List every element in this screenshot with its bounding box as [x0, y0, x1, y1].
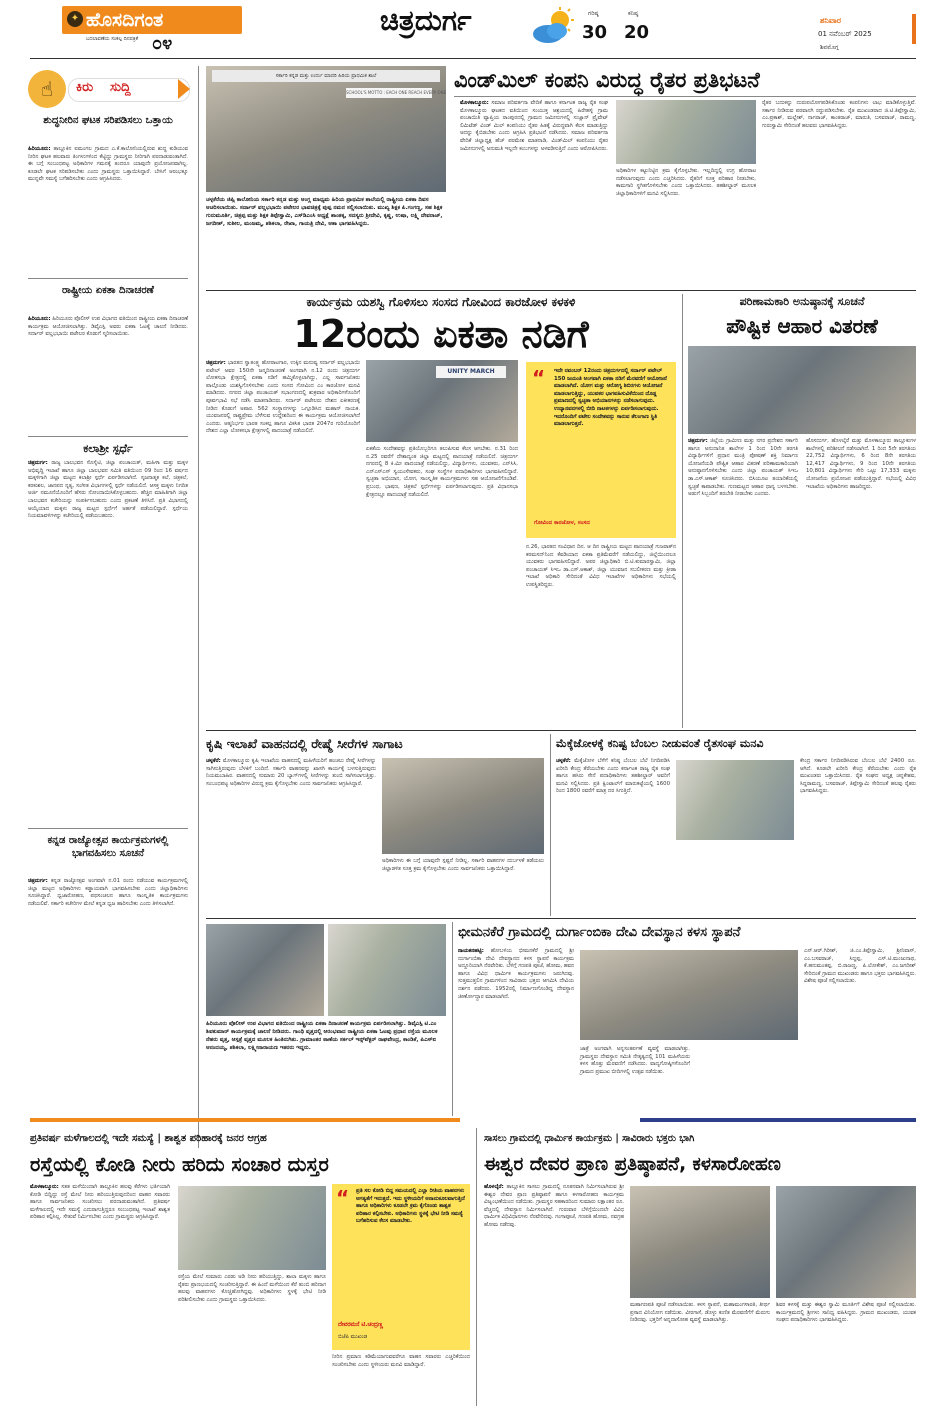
silk-col-1: ಚಳ್ಳಕೆರೆ: ಮೊಳಕಾಲ್ಮೂರು ಕೃಷಿ ಇಲಾಖೆಯ ವಾಹನದಲ್ಲಿ ಮಹಿಳೆಯರಿಗೆ ಹಂಚಲು ರೇಷ್ಮೆ ಸೀರೆಗಳನ್ನು ಸಾಗಿಸುತ್ತಿರುವುದು ಬೆಳಕಿಗೆ ಬಂದಿದೆ. ಸರ್ಕಾರಿ ವಾಹನವನ್ನು ಖಾಸಗಿ ಕಾರ್ಯಕ್ಕೆ ಬಳಸುತ್ತಿರುವುದು ನಿಯಮಬಾಹಿರ. ವಾಹನದಲ್ಲಿ ಸುಮಾರು 20 ಬ್ಯಾಗ್‌ಗಳಲ್ಲಿ ಸೀರೆಗಳನ್ನು ತುಂಬಿ ಸಾಗಿಸಲಾಗುತ್ತಿತ್ತು. ಸಂಬಂಧಪಟ್ಟ ಅಧಿಕಾರಿಗಳ ವಿರುದ್ಧ ಕ್ರಮ ಕೈಗೊಳ್ಳಬೇಕು ಎಂದು ಸಾರ್ವಜನಿಕರು ಆಗ್ರಹಿಸಿದ್ದಾರೆ.	[206, 758, 377, 787]
windmill-photo	[616, 100, 756, 164]
issue-day: ಶನಿವಾರ	[820, 16, 842, 25]
eshwara-col-3: ಶಿವರ ಕಳಸಕ್ಕೆ ಮತ್ತು ಈಶ್ವರ ಸ್ವಾಮಿ ಮೂರ್ತಿಗೆ ವಿಶೇಷ ಪೂಜೆ ಸಲ್ಲಿಸಲಾಯಿತು. ಕಾರ್ಯಕ್ರಮದಲ್ಲಿ ಶ್ರೀಗಳು ಸಾನಿಧ್ಯ ವಹಿಸಿದ್ದರು. ಗ್ರಾಮದ ಮುಖಂಡರು, ಯುವಕ ಸಂಘದ ಪದಾಧಿಕಾರಿಗಳು ಭಾಗವಹಿಸಿದ್ದರು.	[776, 1302, 916, 1324]
unity-photo	[366, 360, 518, 442]
nutrition-photo	[688, 346, 916, 434]
brief-3-dateline: ಚಿತ್ರದುರ್ಗ:	[28, 460, 48, 466]
brief-2-dateline: ಹಿರಿಯೂರು:	[28, 316, 51, 322]
brief-1-headline: ಶುದ್ಧನೀರಿನ ಘಟಕ ಸರಿಪಡಿಸಲು ಒತ್ತಾಯ	[43, 115, 173, 126]
brief-label	[28, 68, 188, 110]
windmill-dateline: ಮೊಳಕಾಲ್ಮೂರು:	[460, 100, 489, 106]
temple-dateline: ನಾಯಕನಹಟ್ಟಿ:	[458, 948, 484, 954]
paper-logo-block	[62, 6, 242, 34]
nutrition-dateline: ಚಿತ್ರದುರ್ಗ:	[688, 438, 708, 444]
road-photo	[178, 1186, 326, 1270]
masthead-rule	[30, 58, 916, 59]
police-photo-2	[328, 924, 446, 1016]
page-number: ೦೪	[152, 33, 173, 54]
brief-3-headline: ಕಲಾಶ್ರೀ ಸ್ಪರ್ಧೆ	[83, 442, 133, 455]
hand-icon: ☝	[28, 70, 66, 108]
road-quote: ಪ್ರತಿ ಸಲ ಕೋಡಿ ಬಿದ್ದ ಸಮಯದಲ್ಲಿ ಎಲ್ಲಾ ರೀತಿಯ ವಾಹನಗಳು ಅಗತ್ಯತೆಗೆ ಇರುತ್ತದೆ. ಇದು ಸ್ಥಳೀಯರಿಗೆ ಅನಾನುಕೂಲವಾಗುತ್ತಿದೆ ಹಾಗೂ ಅಧಿಕಾರಿಗಳು ಕೂಡಲೇ ಕ್ರಮ ಕೈಗೊಂಡು ಶಾಶ್ವತ ಪರಿಹಾರ ಕಲ್ಪಿಸಬೇಕು. ಅಧಿಕಾರಿಗಳು ಸ್ಥಳಕ್ಕೆ ಭೇಟಿ ನೀಡಿ ಸಮಸ್ಯೆ ಬಗೆಹರಿಸುವ ಕೆಲಸ ಮಾಡಬೇಕು.	[356, 1188, 465, 1225]
edition-name: ಶಿವಮೊಗ್ಗ	[820, 44, 839, 51]
silk-headline: ಕೃಷಿ ಇಲಾಖೆ ವಾಹನದಲ್ಲಿ ರೇಷ್ಮೆ ಸೀರೆಗಳ ಸಾಗಾಟ	[206, 736, 403, 751]
windmill-headline: ವಿಂಡ್‌ಮಿಲ್ ಕಂಪನಿ ವಿರುದ್ಧ ರೈತರ ಪ್ರತಿಭಟನೆ	[454, 68, 760, 92]
unity-banner: UNITY MARCH	[436, 366, 506, 378]
brief-label-1: ಕಿರು	[76, 80, 94, 95]
min-temp: 20	[624, 22, 650, 43]
school-photo	[206, 66, 446, 192]
brief-3-text: ರಾಜ್ಯ ಬಾಲಭವನ ಸೊಸೈಟಿ, ಜಿಲ್ಲಾ ಪಂಚಾಯತ್, ಮಹಿಳಾ ಮತ್ತು ಮಕ್ಕಳ ಅಭಿವೃದ್ಧಿ ಇಲಾಖೆ ಹಾಗೂ ಜಿಲ್ಲಾ ಬಾಲಭವನ ಸಮಿತಿ ವತಿಯಿಂದ 09 ರಿಂದ 16 ವರ್ಷದ ಮಕ್ಕಳಿಗಾಗಿ ಜಿಲ್ಲಾ ಮಟ್ಟದ ಕಲಾಶ್ರೀ ಸ್ಪರ್ಧೆ ಏರ್ಪಡಿಸಲಾಗಿದೆ. ಸೃಜನಾತ್ಮಕ ಕಲೆ, ಚಿತ್ರಕಲೆ, ಕರಕುಶಲ, ಜಾನಪದ ನೃತ್ಯ, ಸಂಗೀತ ವಿಭಾಗಗಳಲ್ಲಿ ಸ್ಪರ್ಧೆ ನಡೆಯಲಿದೆ. ಆಸಕ್ತ ಮಕ್ಕಳು ನಿಗದಿತ ಅರ್ಜಿ ನಮೂನೆಯೊಂದಿಗೆ ಹೆಸರು ನೋಂದಾಯಿಸಿಕೊಳ್ಳಬಹುದು. ಹೆಚ್ಚಿನ ಮಾಹಿತಿಗಾಗಿ ಜಿಲ್ಲಾ ಬಾಲಭವನ ಕಚೇರಿಯನ್ನು ಸಂಪರ್ಕಿಸಬಹುದು ಎಂದು ಪ್ರಕಟಣೆ ತಿಳಿಸಿದೆ. ಪ್ರತಿ ವಿಭಾಗದಲ್ಲಿ ಆಯ್ಕೆಯಾದ ಮಕ್ಕಳು ರಾಜ್ಯ ಮಟ್ಟದ ಸ್ಪರ್ಧೆಗೆ ಅರ್ಹತೆ ಪಡೆಯಲಿದ್ದಾರೆ. ಸ್ಪರ್ಧೆಯ ನಿಯಮಾವಳಿಗಳನ್ನು ಕಚೇರಿಯಲ್ಲಿ ಪಡೆಯಬಹುದು.	[28, 460, 188, 520]
temple-col-2: ಜಾತ್ರೆ ಅಂಗವಾಗಿ ಅನ್ನಸಂತರ್ಪಣೆ ವ್ಯವಸ್ಥೆ ಮಾಡಲಾಗಿತ್ತು. ಗ್ರಾಮಸ್ಥರು ದೇವಸ್ಥಾನ ಸಮಿತಿ ನೇತೃತ್ವದಲ್ಲಿ 101 ಮಹಿಳೆಯರು ಕಳಸ ಹೊತ್ತು ಮೆರವಣಿಗೆ ನಡೆಸಿದರು. ವಾದ್ಯಗೋಷ್ಠಿಗಳೊಂದಿಗೆ ಗ್ರಾಮದ ಪ್ರಮುಖ ಬೀದಿಗಳಲ್ಲಿ ಉತ್ಸವ ನಡೆಯಿತು.	[580, 1046, 690, 1075]
brief-2-body	[28, 316, 188, 432]
brief-4-dateline: ಚಿತ್ರದುರ್ಗ:	[28, 878, 48, 884]
brief-4-headline: ಕನ್ನಡ ರಾಜ್ಯೋತ್ಸವ ಕಾರ್ಯಕ್ರಮಗಳಲ್ಲಿ ಭಾಗವಹಿಸಲು ಸೂಚನೆ	[47, 835, 169, 859]
section-divider-blue	[640, 1118, 916, 1122]
school-banner: ಸರ್ಕಾರಿ ಕನ್ನಡ ಮತ್ತು ಉರ್ದು ಮಾದರಿ ಹಿರಿಯ ಪ್ರಾಥಮಿಕ ಶಾಲೆ	[212, 70, 440, 82]
min-temp-label: ಕನಿಷ್ಠ	[628, 10, 639, 17]
silk-dateline: ಚಳ್ಳಕೆರೆ:	[206, 758, 221, 764]
paper-tagline: ಬದಲಾವಣೆಯ ಸಂಕಲ್ಪ ದಿನಪತ್ರಿಕೆ	[86, 36, 139, 42]
max-temp-label: ಗರಿಷ್ಠ	[588, 10, 599, 17]
masthead	[0, 0, 945, 62]
unity-kicker: ಕಾರ್ಯಕ್ರಮ ಯಶಸ್ವಿ ಗೊಳಿಸಲು ಸಂಸದ ಗೋವಿಂದ ಕಾರಜೋಳ ಕಳಕಳಿ	[306, 295, 576, 309]
brief-1-dateline: ಹಿರಿಯೂರು:	[28, 146, 51, 152]
unity-headline: 12ರಂದು ಏಕತಾ ನಡಿಗೆ	[293, 312, 589, 356]
eshwara-kicker: ಸಾಸಲು ಗ್ರಾಮದಲ್ಲಿ ಧಾರ್ಮಿಕ ಕಾರ್ಯಕ್ರಮ | ಸಾವಿರಾರು ಭಕ್ತರು ಭಾಗಿ	[484, 1133, 695, 1144]
eshwara-idol-photo	[776, 1186, 916, 1298]
windmill-col-3: ರೈತರ ಬದುಕನ್ನು ದುರುಪಯೋಗಪಡಿಸಿಕೊಂಡು ಕಂಪನಿಗಳು ಲಾಭ ಮಾಡಿಕೊಳ್ಳುತ್ತಿವೆ. ಸರ್ಕಾರ ನೀಡಿರುವ ಪರವಾನಗಿ ರದ್ದುಪಡಿಸಬೇಕು. ರೈತ ಮುಖಂಡರಾದ ಜಿ.ಟಿ.ತಿಪ್ಪೇಸ್ವಾಮಿ, ಎಂ.ಪ್ರಕಾಶ್, ಮಲ್ಲೇಶ್, ನಾಗರಾಜ್, ಕಾಂತರಾಜ್, ಮಾರುತಿ, ಬಸವರಾಜ್, ರಾಮಣ್ಣ, ಗುರುಸ್ವಾಮಿ ಸೇರಿದಂತೆ ಹಲವರು ಭಾಗವಹಿಸಿದ್ದರು.	[762, 100, 916, 129]
school-sign: SCHOOL'S MOTTO : EACH ONE REACH EVERY ONE	[346, 88, 432, 98]
brief-1-body	[28, 146, 188, 274]
sidebar	[28, 66, 194, 1148]
max-temp: 30	[582, 22, 608, 43]
unity-col-1: ಚಿತ್ರದುರ್ಗ: ಭಾರತದ ಸ್ವಾತಂತ್ರ್ಯ ಹೋರಾಟಗಾರ, ಉಕ್ಕಿನ ಮನುಷ್ಯ ಸರ್ದಾರ್ ವಲ್ಲಭಭಾಯಿ ಪಟೇಲ್ ಅವರ 150ನೇ ಜನ್ಮದಿನಾಚರಣೆ ಅಂಗವಾಗಿ ನ.12 ರಂದು ಚಿತ್ರದುರ್ಗ ಲೋಕಸಭಾ ಕ್ಷೇತ್ರದಲ್ಲಿ ಏಕತಾ ನಡಿಗೆ ಹಮ್ಮಿಕೊಳ್ಳಲಾಗಿದ್ದು, ಎಲ್ಲ ಸಾರ್ವಜನಿಕರು ಪಾಲ್ಗೊಂಡು ಯಶಸ್ವಿಗೊಳಿಸಬೇಕು ಎಂದು ಸಂಸದ ಗೋವಿಂದ ಎಂ ಕಾರಜೋಳ ಮನವಿ ಮಾಡಿದರು. ನಗರದ ಜಿಲ್ಲಾ ಪಂಚಾಯತ್ ಸಭಾಂಗಣದಲ್ಲಿ ಶುಕ್ರವಾರ ಅಧಿಕಾರಿಗಳೊಂದಿಗೆ ಪೂರ್ವಭಾವಿ ಸಭೆ ನಡೆಸಿ ಮಾತನಾಡಿದರು. ಸರ್ದಾರ್ ಪಟೇಲರು ದೇಶದ ಏಕೀಕರಣಕ್ಕೆ ನೀಡಿದ ಕೊಡುಗೆ ಅಪಾರ. 562 ಸಂಸ್ಥಾನಗಳನ್ನು ಒಗ್ಗೂಡಿಸಿದ ಮಹಾನ್ ನಾಯಕ. ಯುವಜನರಲ್ಲಿ ರಾಷ್ಟ್ರಪ್ರೇಮ ಬೆಳೆಸುವ ಉದ್ದೇಶದಿಂದ ಈ ಕಾರ್ಯಕ್ರಮ ಆಯೋಜಿಸಲಾಗಿದೆ ಎಂದರು. ಆತ್ಮನಿರ್ಭರ ಭಾರತ ಸಂಕಲ್ಪ ಹಾಗೂ ವಿಕಸಿತ ಭಾರತ 2047ರ ಗುರಿಯೊಂದಿಗೆ ದೇಶದ ಎಲ್ಲಾ ಲೋಕಸಭಾ ಕ್ಷೇತ್ರಗಳಲ್ಲಿ ಪಾದಯಾತ್ರೆ ನಡೆಯಲಿದೆ.	[206, 360, 361, 435]
school-photo-caption: ಚಳ್ಳಕೆರೆಯ ಜಿಪ್ಸಿ ಕಾಲೋನಿಯ ಸರ್ಕಾರಿ ಕನ್ನಡ ಮತ್ತು ಆಂಗ್ಲ ಮಾಧ್ಯಮ ಹಿರಿಯ ಪ್ರಾಥಮಿಕ ಶಾಲೆಯಲ್ಲಿ ರಾಷ್ಟ್ರೀಯ ಏಕತಾ ದಿವಸ ಆಚರಿಸಲಾಯಿತು. ಸರ್ದಾರ್ ವಲ್ಲಭಭಾಯಿ ಪಟೇಲರ ಭಾವಚಿತ್ರಕ್ಕೆ ಪುಷ್ಪ ನಮನ ಸಲ್ಲಿಸಲಾಯಿತು. ಮುಖ್ಯ ಶಿಕ್ಷಕ ಪಿ.ಗಂಗಣ್ಣ, ಸಹ ಶಿಕ್ಷಕ ಗುರುಮೂರ್ತಿ, ಚಿತ್ರಪ್ಪ ಮತ್ತು ಶಿಕ್ಷಕ ತಿಪ್ಪೇಸ್ವಾಮಿ, ಎಸ್‌ಡಿಎಂಸಿ ಅಧ್ಯಕ್ಷೆ ಶಾಂತಕ್ಕ, ಸದಸ್ಯರು ಶ್ರೀದೇವಿ, ಕೃಷ್ಣ, ಉಷಾ, ಲಕ್ಷ್ಮಿ ದೇವರಾಜ್, ಜಗದೀಶ್, ಸುಶೀಲ, ಮಂಜಮ್ಮ, ಶಶಿಕಲಾ, ರೇಖಾ, ಗಾಯತ್ರಿ ದೇವಿ, ಆಶಾ ಭಾಗವಹಿಸಿದ್ದರು.	[206, 197, 443, 227]
unity-col-2: ಏಕತೆಯ ಸಂದೇಶವನ್ನು ಪ್ರತಿಯೊಬ್ಬರಿಗೂ ತಲುಪಿಸುವ ಕೆಲಸ ಆಗಬೇಕು. ನ.31 ರಿಂದ ನ.25 ರವರೆಗೆ ದೇಶಾದ್ಯಂತ ಜಿಲ್ಲಾ ಮಟ್ಟದಲ್ಲಿ ಪಾದಯಾತ್ರೆ ನಡೆಯಲಿದೆ. ಚಿತ್ರದುರ್ಗ ನಗರದಲ್ಲಿ 8 ಕಿ.ಮೀ ಪಾದಯಾತ್ರೆ ನಡೆಯಲಿದ್ದು, ವಿದ್ಯಾರ್ಥಿಗಳು, ಯುವಕರು, ಎನ್‌ಸಿಸಿ, ಎನ್‌ಎಸ್‌ಎಸ್ ಸ್ವಯಂಸೇವಕರು, ಸಂಘ ಸಂಸ್ಥೆಗಳ ಪದಾಧಿಕಾರಿಗಳು ಭಾಗವಹಿಸಲಿದ್ದಾರೆ. ಸ್ವಚ್ಛತಾ ಅಭಿಯಾನ, ಯೋಗ, ಸಾಂಸ್ಕೃತಿಕ ಕಾರ್ಯಕ್ರಮಗಳು ಸಹ ಆಯೋಜನೆಗೊಂಡಿವೆ. ಪ್ರಬಂಧ, ಭಾಷಣ, ಚಿತ್ರಕಲೆ ಸ್ಪರ್ಧೆಗಳನ್ನು ಏರ್ಪಡಿಸಲಾಗುವುದು. ಪ್ರತಿ ವಿಧಾನಸಭಾ ಕ್ಷೇತ್ರದಲ್ಲೂ ಪಾದಯಾತ್ರೆ ನಡೆಯಲಿದೆ.	[366, 446, 518, 498]
maize-headline: ಮೆಕ್ಕೆಜೋಳಕ್ಕೆ ಕನಿಷ್ಟ ಬೆಂಬಲ ನೀಡುವಂತೆ ರೈತಸಂಘ ಮನವಿ	[556, 737, 764, 750]
temple-col-3: ಎನ್.ಆರ್.ಗಿರೀಶ್, ಜಿ.ಎಂ.ತಿಪ್ಪೇಸ್ವಾಮಿ, ಶ್ರೀನಿವಾಸ್, ಎಂ.ಬಸವರಾಜ್, ಸಿದ್ದಪ್ಪ, ಎಸ್.ಟಿ.ಮಂಜುನಾಥ, ಕೆ.ಹನುಮಂತಪ್ಪ, ಬಿ.ರಾಜಣ್ಣ, ಪಿ.ಲೋಕೇಶ್, ಎಂ.ಜಗದೀಶ್ ಸೇರಿದಂತೆ ಗ್ರಾಮದ ಮುಖಂಡರು ಹಾಗೂ ಭಕ್ತರು ಭಾಗವಹಿಸಿದ್ದರು. ವಿಶೇಷ ಪೂಜೆ ಸಲ್ಲಿಸಲಾಯಿತು.	[804, 948, 916, 985]
unity-quote-author: ಗೋವಿಂದ ಕಾರಜೋಳ, ಸಂಸದ	[534, 520, 590, 526]
unity-quote-box	[526, 362, 676, 538]
road-kicker: ಪ್ರತಿವರ್ಷ ಮಳೆಗಾಲದಲ್ಲಿ ಇದೇ ಸಮಸ್ಯೆ | ಶಾಶ್ವತ ಪರಿಹಾರಕ್ಕೆ ಜನರ ಆಗ್ರಹ	[30, 1133, 267, 1144]
silk-col-2: ಅಧಿಕಾರಿಗಳು ಈ ಬಗ್ಗೆ ಯಾವುದೇ ಸ್ಪಷ್ಟನೆ ನೀಡಿಲ್ಲ. ಸರ್ಕಾರಿ ವಾಹನಗಳ ದುರ್ಬಳಕೆ ತಡೆಯಲು ಜಿಲ್ಲಾಡಳಿತ ಸೂಕ್ತ ಕ್ರಮ ಕೈಗೊಳ್ಳಬೇಕು ಎಂದು ಸಾರ್ವಜನಿಕರು ಒತ್ತಾಯಿಸಿದ್ದಾರೆ.	[382, 858, 544, 872]
eshwara-dateline: ಹೊಳಲ್ಕೆರೆ:	[484, 1184, 504, 1190]
brief-1-text: ತಾಲ್ಲೂಕಿನ ಐಮಂಗಲ ಗ್ರಾಮದ ಎ.ಕೆ.ಕಾಲೋನಿಯಲ್ಲಿರುವ ಶುದ್ಧ ಕುಡಿಯುವ ನೀರಿನ ಘಟಕ ಹಲವಾರು ತಿಂಗಳುಗಳಿಂದ ಕೆಟ್ಟಿದ್ದು ಗ್ರಾಮಸ್ಥರು ನೀರಿಗಾಗಿ ಪರದಾಡುವಂತಾಗಿದೆ. ಈ ಬಗ್ಗೆ ಸಂಬಂಧಪಟ್ಟ ಅಧಿಕಾರಿಗಳ ಗಮನಕ್ಕೆ ತಂದರೂ ಯಾವುದೇ ಪ್ರಯೋಜನವಾಗಿಲ್ಲ. ಕೂಡಲೇ ಘಟಕ ಸರಿಪಡಿಸಬೇಕು ಎಂದು ಗ್ರಾಮಸ್ಥರು ಒತ್ತಾಯಿಸಿದ್ದಾರೆ. ಬೇಸಿಗೆ ಆರಂಭಕ್ಕೂ ಮುನ್ನವೇ ಸಮಸ್ಯೆ ಬಗೆಹರಿಸಬೇಕು ಎಂದು ಆಗ್ರಹಿಸಿದರು.	[28, 146, 188, 183]
brief-3-body	[28, 460, 188, 824]
lamp-icon: ✦	[67, 11, 83, 27]
nutrition-col-1: ಚಿತ್ರದುರ್ಗ: ಜಿಲ್ಲೆಯ ಗ್ರಾಮೀಣ ಮತ್ತು ನಗರ ಪ್ರದೇಶದ ಸರ್ಕಾರಿ ಹಾಗೂ ಅನುದಾನಿತ ಶಾಲೆಗಳ 1 ರಿಂದ 10ನೇ ತರಗತಿ ವಿದ್ಯಾರ್ಥಿಗಳಿಗೆ ಪ್ರಧಾನ ಮಂತ್ರಿ ಪೋಷಣ್ ಶಕ್ತಿ ನಿರ್ಮಾಣ ಯೋಜನೆಯಡಿ ಪೌಷ್ಟಿಕ ಆಹಾರ ವಿತರಣೆ ಪರಿಣಾಮಕಾರಿಯಾಗಿ ಅನುಷ್ಠಾನಗೊಳಿಸಬೇಕು ಎಂದು ಜಿಲ್ಲಾ ಪಂಚಾಯತ್ ಸಿಇಒ ಡಾ.ಎಸ್.ಆಕಾಶ್ ಸೂಚಿಸಿದರು. ಬಿಸಿಯೂಟ ತಯಾರಿಕೆಯಲ್ಲಿ ಸ್ವಚ್ಛತೆ ಕಾಪಾಡಬೇಕು. ಗುಣಮಟ್ಟದ ಆಹಾರ ಧಾನ್ಯ ಬಳಸಬೇಕು. ಅಡುಗೆ ಸಿಬ್ಬಂದಿಗೆ ತರಬೇತಿ ನೀಡಬೇಕು ಎಂದರು.	[688, 438, 798, 498]
paper-name: ಹೊಸದಿಗಂತ	[86, 9, 164, 31]
silk-photo	[382, 758, 544, 854]
masthead-orange-bar	[912, 14, 916, 44]
windmill-col-1: ಮೊಳಕಾಲ್ಮೂರು: ಸಮಾಜ ಪರಿವರ್ತನಾ ವೇದಿಕೆ ಹಾಗೂ ಕರ್ನಾಟಕ ರಾಜ್ಯ ರೈತ ಸಂಘ ಮೊಳಕಾಲ್ಮೂರು ಘಟಕದ ವತಿಯಿಂದ ಸಂಯುಕ್ತ ಆಶ್ರಯದಲ್ಲಿ ಹಿರೇಹಳ್ಳಿ ಗ್ರಾಮ ಪಂಚಾಯಿತಿ ವ್ಯಾಪ್ತಿಯ ರಾಂಪುರದಲ್ಲಿ ಗ್ರಾಮದ ಜಮೀನುಗಳಲ್ಲಿ ಸುಜ್ಲಾನ್ ಪ್ರೈವೇಟ್ ಲಿಮಿಟೆಡ್ ವಿಂಡ್ ಮಿಲ್ ಕಂಪನಿಯು ರೈತರ ಹಿತಕ್ಕೆ ವಿರುದ್ಧವಾಗಿ ಕೆಲಸ ಮಾಡುತ್ತಿದ್ದು ಅದನ್ನು ಕೈಬಿಡಬೇಕು ಎಂದು ಆಗ್ರಹಿಸಿ ಪ್ರತಿಭಟನೆ ನಡೆಸಿದರು. ಸಮಾಜ ಪರಿವರ್ತನಾ ವೇದಿಕೆ ಜಿಲ್ಲಾಧ್ಯಕ್ಷ ಹೆಚ್ ಪರಮೇಶ ಮಾತನಾಡಿ, ವಿಂಡ್‌ಮಿಲ್ ಕಂಪನಿಯು ರೈತರ ಜಮೀನುಗಳಲ್ಲಿ ಅನುಮತಿ ಇಲ್ಲದೇ ಕಂಬಗಳನ್ನು ಅಳವಡಿಸುತ್ತಿದೆ ಎಂದು ಆರೋಪಿಸಿದರು.	[460, 100, 608, 152]
windmill-col-2: ಅಧಿಕಾರಿಗಳ ಕಟ್ಟುನಿಟ್ಟಿನ ಕ್ರಮ ಕೈಗೊಳ್ಳಬೇಕು. ಇಲ್ಲದಿದ್ದಲ್ಲಿ ಉಗ್ರ ಹೋರಾಟ ನಡೆಸಲಾಗುವುದು ಎಂದು ಎಚ್ಚರಿಸಿದರು. ರೈತರಿಗೆ ಸೂಕ್ತ ಪರಿಹಾರ ನೀಡಬೇಕು, ಕಾಮಗಾರಿ ಸ್ಥಗಿತಗೊಳಿಸಬೇಕು ಎಂದು ಒತ್ತಾಯಿಸಿದರು. ತಹಶೀಲ್ದಾರ್ ಮೂಲಕ ಜಿಲ್ಲಾಧಿಕಾರಿಗಳಿಗೆ ಮನವಿ ಸಲ್ಲಿಸಿದರು.	[616, 168, 756, 197]
nutrition-kicker: ಪರಿಣಾಮಕಾರಿ ಅನುಷ್ಠಾನಕ್ಕೆ ಸೂಚನೆ	[739, 295, 865, 308]
section-title: ಚಿತ್ರದುರ್ಗ	[380, 4, 472, 37]
police-photo-1	[206, 924, 324, 1016]
sidebar-divider	[198, 66, 199, 1148]
eshwara-col-1: ಹೊಳಲ್ಕೆರೆ: ತಾಲ್ಲೂಕಿನ ಸಾಸಲು ಗ್ರಾಮದಲ್ಲಿ ನೂತನವಾಗಿ ನಿರ್ಮಿಸಲಾಗಿರುವ ಶ್ರೀ ಈಶ್ವರ ದೇವರ ಪ್ರಾಣ ಪ್ರತಿಷ್ಠಾಪನೆ ಹಾಗೂ ಕಳಸಾರೋಹಣ ಕಾರ್ಯಕ್ರಮ ವಿಜೃಂಭಣೆಯಿಂದ ನಡೆಯಿತು. ಗ್ರಾಮಸ್ಥರ ಸಹಕಾರದಿಂದ ಸುಮಾರು ಲಕ್ಷಾಂತರ ರೂ. ವೆಚ್ಚದಲ್ಲಿ ದೇವಸ್ಥಾನ ನಿರ್ಮಿಸಲಾಗಿದೆ. ಗುರುವಾರ ಬೆಳಿಗ್ಗೆಯಿಂದಲೇ ವಿವಿಧ ಧಾರ್ಮಿಕ ವಿಧಿವಿಧಾನಗಳು ನೆರವೇರಿದವು. ಗಂಗಾಪೂಜೆ, ಗಣಪತಿ ಹೋಮ, ನವಗ್ರಹ ಹೋಮ ನಡೆದವು.	[484, 1184, 624, 1228]
maize-col-1: ಚಳ್ಳಕೆರೆ: ಮೆಕ್ಕೆಜೋಳ ಬೆಳೆಗೆ ಕನಿಷ್ಠ ಬೆಂಬಲ ಬೆಲೆ ನಿಗದಿಪಡಿಸಿ ಖರೀದಿ ಕೇಂದ್ರ ತೆರೆಯಬೇಕು ಎಂದು ಕರ್ನಾಟಕ ರಾಜ್ಯ ರೈತ ಸಂಘ ಹಾಗೂ ಹಸಿರು ಸೇನೆ ಪದಾಧಿಕಾರಿಗಳು ತಹಶೀಲ್ದಾರ್ ಅವರಿಗೆ ಮನವಿ ಸಲ್ಲಿಸಿದರು. ಪ್ರತಿ ಕ್ವಿಂಟಾಲ್‌ಗೆ ಮಾರುಕಟ್ಟೆಯಲ್ಲಿ 1600 ರಿಂದ 1800 ರವರೆಗೆ ಮಾತ್ರ ದರ ಸಿಗುತ್ತಿದೆ.	[556, 758, 670, 795]
unity-dateline: ಚಿತ್ರದುರ್ಗ:	[206, 360, 226, 366]
nutrition-headline: ಪೌಷ್ಟಿಕ ಆಹಾರ ವಿತರಣೆ	[726, 314, 878, 338]
road-quote-role: ಬಿಜೆಪಿ ಮುಖಂಡ	[338, 1334, 368, 1340]
quote-icon: “	[532, 366, 546, 390]
issue-date: 01 ನವೆಂಬರ್ 2025	[818, 30, 872, 38]
weather-sun-cloud-icon	[530, 6, 576, 46]
road-headline: ರಸ್ತೆಯಲ್ಲಿ ಕೋಡಿ ನೀರು ಹರಿದು ಸಂಚಾರ ದುಸ್ತರ	[30, 1153, 329, 1176]
eshwara-col-2: ಮಹಾಗಣಪತಿ ಪೂಜೆ ನಡೆಸಲಾಯಿತು. ಕಳಸ ಸ್ಥಾಪನೆ, ಮಹಾಮಂಗಳಾರತಿ, ತೀರ್ಥ ಪ್ರಸಾದ ವಿನಿಯೋಗ ನಡೆಯಿತು. ವೀರಗಾಸೆ, ಡೊಳ್ಳು ಕುಣಿತ ಮೆರವಣಿಗೆಗೆ ಮೆರುಗು ನೀಡಿದವು. ಭಕ್ತರಿಗೆ ಅನ್ನದಾಸೋಹ ವ್ಯವಸ್ಥೆ ಮಾಡಲಾಗಿತ್ತು.	[630, 1302, 770, 1324]
brief-label-2: ಸುದ್ದಿ	[110, 80, 131, 95]
temple-col-1: ನಾಯಕನಹಟ್ಟಿ: ಹೋಬಳಿಯ ಭೀಮನಕೆರೆ ಗ್ರಾಮದಲ್ಲಿ ಶ್ರೀ ದುರ್ಗಾಂಬಿಕಾ ದೇವಿ ದೇವಸ್ಥಾನದ ಕಳಸ ಸ್ಥಾಪನೆ ಕಾರ್ಯಕ್ರಮ ಅದ್ದೂರಿಯಾಗಿ ನೆರವೇರಿತು. ಬೆಳಿಗ್ಗೆ ಗಣಪತಿ ಪೂಜೆ, ಹೋಮ, ಹವನ ಹಾಗೂ ವಿವಿಧ ಧಾರ್ಮಿಕ ಕಾರ್ಯಕ್ರಮಗಳು ಜರುಗಿದವು. ಸುತ್ತಮುತ್ತಲಿನ ಗ್ರಾಮಗಳಿಂದ ಸಾವಿರಾರು ಭಕ್ತರು ಆಗಮಿಸಿ ದೇವಿಯ ದರ್ಶನ ಪಡೆದರು. 1952ರಲ್ಲಿ ನಿರ್ಮಾಣಗೊಂಡಿದ್ದ ದೇವಸ್ಥಾನ ಜೀರ್ಣೋದ್ಧಾರ ಮಾಡಲಾಗಿದೆ.	[458, 948, 574, 1000]
eshwara-headline: ಈಶ್ವರ ದೇವರ ಪ್ರಾಣ ಪ್ರತಿಷ್ಠಾಪನೆ, ಕಳಸಾರೋಹಣ	[484, 1154, 781, 1175]
brief-2-headline: ರಾಷ್ಟ್ರೀಯ ಏಕತಾ ದಿನಾಚರಣೆ	[62, 285, 154, 296]
road-quote-icon: “	[336, 1186, 350, 1210]
maize-dateline: ಚಳ್ಳಕೆರೆ:	[556, 758, 571, 764]
brief-2-text: ಹಿರಿಯೂರು ಪೊಲೀಸ್ ಉಪ ವಿಭಾಗದ ವತಿಯಿಂದ ರಾಷ್ಟ್ರೀಯ ಏಕತಾ ದಿನಾಚರಣೆ ಕಾರ್ಯಕ್ರಮ ಆಯೋಜಿಸಲಾಗಿತ್ತು. ಡಿವೈಎಸ್ಪಿ ಅವರು ಏಕತಾ ಓಟಕ್ಕೆ ಚಾಲನೆ ನೀಡಿದರು. ಸರ್ದಾರ್ ವಲ್ಲಭಭಾಯಿ ಪಟೇಲರ ಕೊಡುಗೆ ಸ್ಮರಿಸಲಾಯಿತು.	[28, 316, 189, 338]
road-quote-author: ದೇವರಮನೆ ಟಿ.ಚಂದ್ರಣ್ಣ	[338, 1322, 383, 1328]
unity-col-3: ನ.26, ಭಾರತದ ಸಂವಿಧಾನ ದಿನ. ಆ ದಿನ ರಾಷ್ಟ್ರೀಯ ಮಟ್ಟದ ಪಾದಯಾತ್ರೆ ಗುಜರಾತ್‌ನ ಕರಮಸದ್‌ನಿಂದ ಕೆವಡಿಯಾದ ಏಕತಾ ಪ್ರತಿಮೆವರೆಗೆ ನಡೆಯಲಿದ್ದು, ಜಿಲ್ಲೆಯಿಂದಲೂ ಯುವಕರು ಭಾಗವಹಿಸಲಿದ್ದಾರೆ. ಅಪರ ಜಿಲ್ಲಾಧಿಕಾರಿ ಬಿ.ಟಿ.ಕುಮಾರಸ್ವಾಮಿ, ಜಿಲ್ಲಾ ಪಂಚಾಯತ್ ಸಿಇಒ ಡಾ.ಎಸ್.ಆಕಾಶ್, ಜಿಲ್ಲಾ ಯುವಜನ ಸಬಲೀಕರಣ ಮತ್ತು ಕ್ರೀಡಾ ಇಲಾಖೆ ಅಧಿಕಾರಿ ಸೇರಿದಂತೆ ವಿವಿಧ ಇಲಾಖೆಗಳ ಅಧಿಕಾರಿಗಳು ಸಭೆಯಲ್ಲಿ ಉಪಸ್ಥಿತರಿದ್ದರು.	[526, 544, 676, 588]
road-col-1: ಮೊಳಕಾಲ್ಮೂರು: ಸತತ ಮಳೆಯಿಂದಾಗಿ ತಾಲ್ಲೂಕಿನ ಹಲವು ಕೆರೆಗಳು ಭರ್ತಿಯಾಗಿ ಕೋಡಿ ಬಿದ್ದಿದ್ದು ರಸ್ತೆ ಮೇಲೆ ನೀರು ಹರಿಯುತ್ತಿರುವುದರಿಂದ ವಾಹನ ಸವಾರರು ಹಾಗೂ ಸಾರ್ವಜನಿಕರು ಸಂಚರಿಸಲು ಪರದಾಡುವಂತಾಗಿದೆ. ಪ್ರತಿವರ್ಷ ಮಳೆಗಾಲದಲ್ಲಿ ಇದೇ ಸಮಸ್ಯೆ ಎದುರಾಗುತ್ತಿದ್ದರೂ ಸಂಬಂಧಪಟ್ಟ ಇಲಾಖೆ ಶಾಶ್ವತ ಪರಿಹಾರ ಕಲ್ಪಿಸಿಲ್ಲ. ಸೇತುವೆ ನಿರ್ಮಿಸಬೇಕು ಎಂದು ಗ್ರಾಮಸ್ಥರು ಆಗ್ರಹಿಸಿದ್ದಾರೆ.	[30, 1184, 170, 1221]
temple-headline: ಭೀಮನಕೆರೆ ಗ್ರಾಮದಲ್ಲಿ ದುರ್ಗಾಂಬಿಕಾ ದೇವಿ ದೇವಸ್ಥಾನ ಕಳಸ ಸ್ಥಾಪನೆ	[458, 925, 741, 940]
eshwara-temple-photo	[630, 1186, 770, 1298]
road-col-3: ನೀರಿನ ಪ್ರಮಾಣ ಕಡಿಮೆಯಾಗುವವರೆಗೂ ವಾಹನ ಸವಾರರು ಎಚ್ಚರಿಕೆಯಿಂದ ಸಂಚರಿಸಬೇಕು ಎಂದು ಸ್ಥಳೀಯರು ಮನವಿ ಮಾಡಿದ್ದಾರೆ.	[332, 1354, 470, 1368]
road-quote-box	[332, 1184, 470, 1350]
section-divider-orange	[30, 1118, 460, 1122]
road-dateline: ಮೊಳಕಾಲ್ಮೂರು:	[30, 1184, 59, 1190]
nutrition-col-2: ಹೊಸದುರ್ಗ, ಹೊಳಲ್ಕೆರೆ ಮತ್ತು ಮೊಳಕಾಲ್ಮೂರು ತಾಲ್ಲೂಕುಗಳ ಶಾಲೆಗಳಲ್ಲಿ ಪರಿಶೀಲನೆ ನಡೆಸಲಾಗಿದೆ. 1 ರಿಂದ 5ನೇ ತರಗತಿಯ 22,752 ವಿದ್ಯಾರ್ಥಿಗಳು, 6 ರಿಂದ 8ನೇ ತರಗತಿಯ 12,417 ವಿದ್ಯಾರ್ಥಿಗಳು, 9 ರಿಂದ 10ನೇ ತರಗತಿಯ 10,801 ವಿದ್ಯಾರ್ಥಿಗಳು ಸೇರಿ ಒಟ್ಟು 17,333 ಮಕ್ಕಳು ಯೋಜನೆಯ ಪ್ರಯೋಜನ ಪಡೆಯುತ್ತಿದ್ದಾರೆ. ಸಭೆಯಲ್ಲಿ ವಿವಿಧ ಇಲಾಖೆಯ ಅಧಿಕಾರಿಗಳು ಹಾಜರಿದ್ದರು.	[806, 438, 916, 490]
road-col-2: ರಸ್ತೆಯ ಮೇಲೆ ಸುಮಾರು ಎರಡು ಅಡಿ ನೀರು ಹರಿಯುತ್ತಿದ್ದು, ಶಾಲಾ ಮಕ್ಕಳು ಹಾಗೂ ರೈತರು ಪ್ರಾಣಭಯದಲ್ಲಿ ಸಂಚರಿಸುತ್ತಿದ್ದಾರೆ. ಈ ಹಿಂದೆ ಮಳೆಯಿಂದ ಕೆರೆ ತುಂಬಿ ಹರಿದಾಗ ಹಲವು ವಾಹನಗಳು ಕೊಚ್ಚಿಹೋಗಿದ್ದವು. ಅಧಿಕಾರಿಗಳು ಸ್ಥಳಕ್ಕೆ ಭೇಟಿ ನೀಡಿ ಪರಿಶೀಲಿಸಬೇಕು ಎಂದು ಗ್ರಾಮಸ್ಥರು ಒತ್ತಾಯಿಸಿದರು.	[178, 1274, 326, 1303]
brief-4-text: ಕನ್ನಡ ರಾಜ್ಯೋತ್ಸವ ಅಂಗವಾಗಿ ನ.01 ರಂದು ನಡೆಯುವ ಕಾರ್ಯಕ್ರಮಗಳಲ್ಲಿ ಜಿಲ್ಲಾ ಮಟ್ಟದ ಅಧಿಕಾರಿಗಳು ಕಡ್ಡಾಯವಾಗಿ ಭಾಗವಹಿಸಬೇಕು ಎಂದು ಜಿಲ್ಲಾಧಿಕಾರಿಗಳು ಸೂಚಿಸಿದ್ದಾರೆ. ಧ್ವಜಾರೋಹಣ, ಪಥಸಂಚಲನ ಹಾಗೂ ಸಾಂಸ್ಕೃತಿಕ ಕಾರ್ಯಕ್ರಮಗಳು ನಡೆಯಲಿವೆ. ಸರ್ಕಾರಿ ಕಚೇರಿಗಳ ಮೇಲೆ ಕನ್ನಡ ಧ್ವಜ ಹಾರಿಸಬೇಕು ಎಂದು ತಿಳಿಸಲಾಗಿದೆ.	[28, 878, 188, 907]
maize-photo	[676, 760, 794, 840]
unity-quote: ಇದೇ ನವಂಬರ್ 12ರಂದು ಚಿತ್ರದುರ್ಗದಲ್ಲಿ ಸರ್ದಾರ್ ಪಟೇಲ್ 150 ಜಯಂತಿ ಅಂಗವಾಗಿ ಏಕತಾ ನಡಿಗೆ ಮೆರವಣಿಗೆ ಆಯೋಜನೆ ಮಾಡಲಾಗಿದೆ. ಯೋಗ ಮತ್ತು ಆರೋಗ್ಯ ಶಿಬಿರಗಳು ಆಯೋಜನೆ ಮಾಡಲಾಗುತ್ತಿದ್ದು, ಯುವಕರ ಭಾಗವಹಿಸುವಿಕೆಯಿಂದ ದೊಡ್ಡ ಪ್ರಮಾಣದಲ್ಲಿ ಸ್ವಚ್ಛತಾ ಅಭಿಯಾನಗಳನ್ನು ನಡೆಸಲಾಗುವುದು. ಉದ್ಯಾನವನಗಳಲ್ಲಿ ಬೀದಿ ನಾಟಕಗಳನ್ನು ಏರ್ಪಡಿಸಲಾಗುವುದು. ಇದರೊಂದಿಗೆ ಪಟೇಲ ಸಂದೇಶವನ್ನು ಸಾರುವ ತೆಲಂಗಾಣ ಸ್ಥಿತಿ ಮಾಡಲಾಗುತ್ತದೆ.	[554, 368, 667, 428]
temple-photo	[580, 950, 798, 1040]
brief-4-body	[28, 878, 188, 1144]
maize-col-2: ಕೇಂದ್ರ ಸರ್ಕಾರ ನಿಗದಿಪಡಿಸಿರುವ ಬೆಂಬಲ ಬೆಲೆ 2400 ರೂ. ಆಗಿದೆ. ಕೂಡಲೇ ಖರೀದಿ ಕೇಂದ್ರ ತೆರೆಯಬೇಕು ಎಂದು ರೈತ ಮುಖಂಡರು ಒತ್ತಾಯಿಸಿದರು. ರೈತ ಸಂಘದ ಅಧ್ಯಕ್ಷ ಚನ್ನಕೇಶವ, ಸಿದ್ದರಾಮಣ್ಣ, ಬಸವರಾಜ್, ತಿಪ್ಪೇಸ್ವಾಮಿ ಸೇರಿದಂತೆ ಹಲವು ರೈತರು ಭಾಗವಹಿಸಿದ್ದರು.	[800, 758, 916, 795]
police-photo-caption: ಹಿರಿಯೂರು ಪೊಲೀಸ್ ಉಪ ವಿಭಾಗದ ವತಿಯಿಂದ ರಾಷ್ಟ್ರೀಯ ಏಕತಾ ದಿನಾಚರಣೆ ಕಾರ್ಯಕ್ರಮ ಏರ್ಪಡಿಸಲಾಗಿತ್ತು. ಡಿವೈಎಸ್ಪಿ ಟಿ.ಎಂ ಶಿವಕುಮಾರ್ ಕಾರ್ಯಕ್ರಮಕ್ಕೆ ಚಾಲನೆ ನೀಡಿದರು. ಗಾಂಧಿ ವೃತ್ತದಲ್ಲಿ ಆರಂಭವಾದ ರಾಷ್ಟ್ರೀಯ ಏಕತಾ ಓಟವು ಪ್ರಧಾನ ರಸ್ತೆಯ ಮೂಲಕ ನೆಹರು ವೃತ್ತ, ಆಸ್ಪತ್ರೆ ವೃತ್ತದ ಮೂಲಕ ಹಿಂತಿರುಗಿತು. ಗ್ರಾಮಾಂತರ ಠಾಣೆಯ ಸರ್ಕಲ್ ಇನ್ಸ್‌ಪೆಕ್ಟರ್ ರಾಘವೇಂದ್ರ, ಕಾಂಡಿಕೆ, ಪಿಎಸ್‌ಐ ಆನಂದಯ್ಯ, ಶಶಿಕಲಾ, ಲಕ್ಷ್ಮೀನಾರಾಯಣ ಇತರರು ಇದ್ದರು.	[206, 1021, 438, 1051]
